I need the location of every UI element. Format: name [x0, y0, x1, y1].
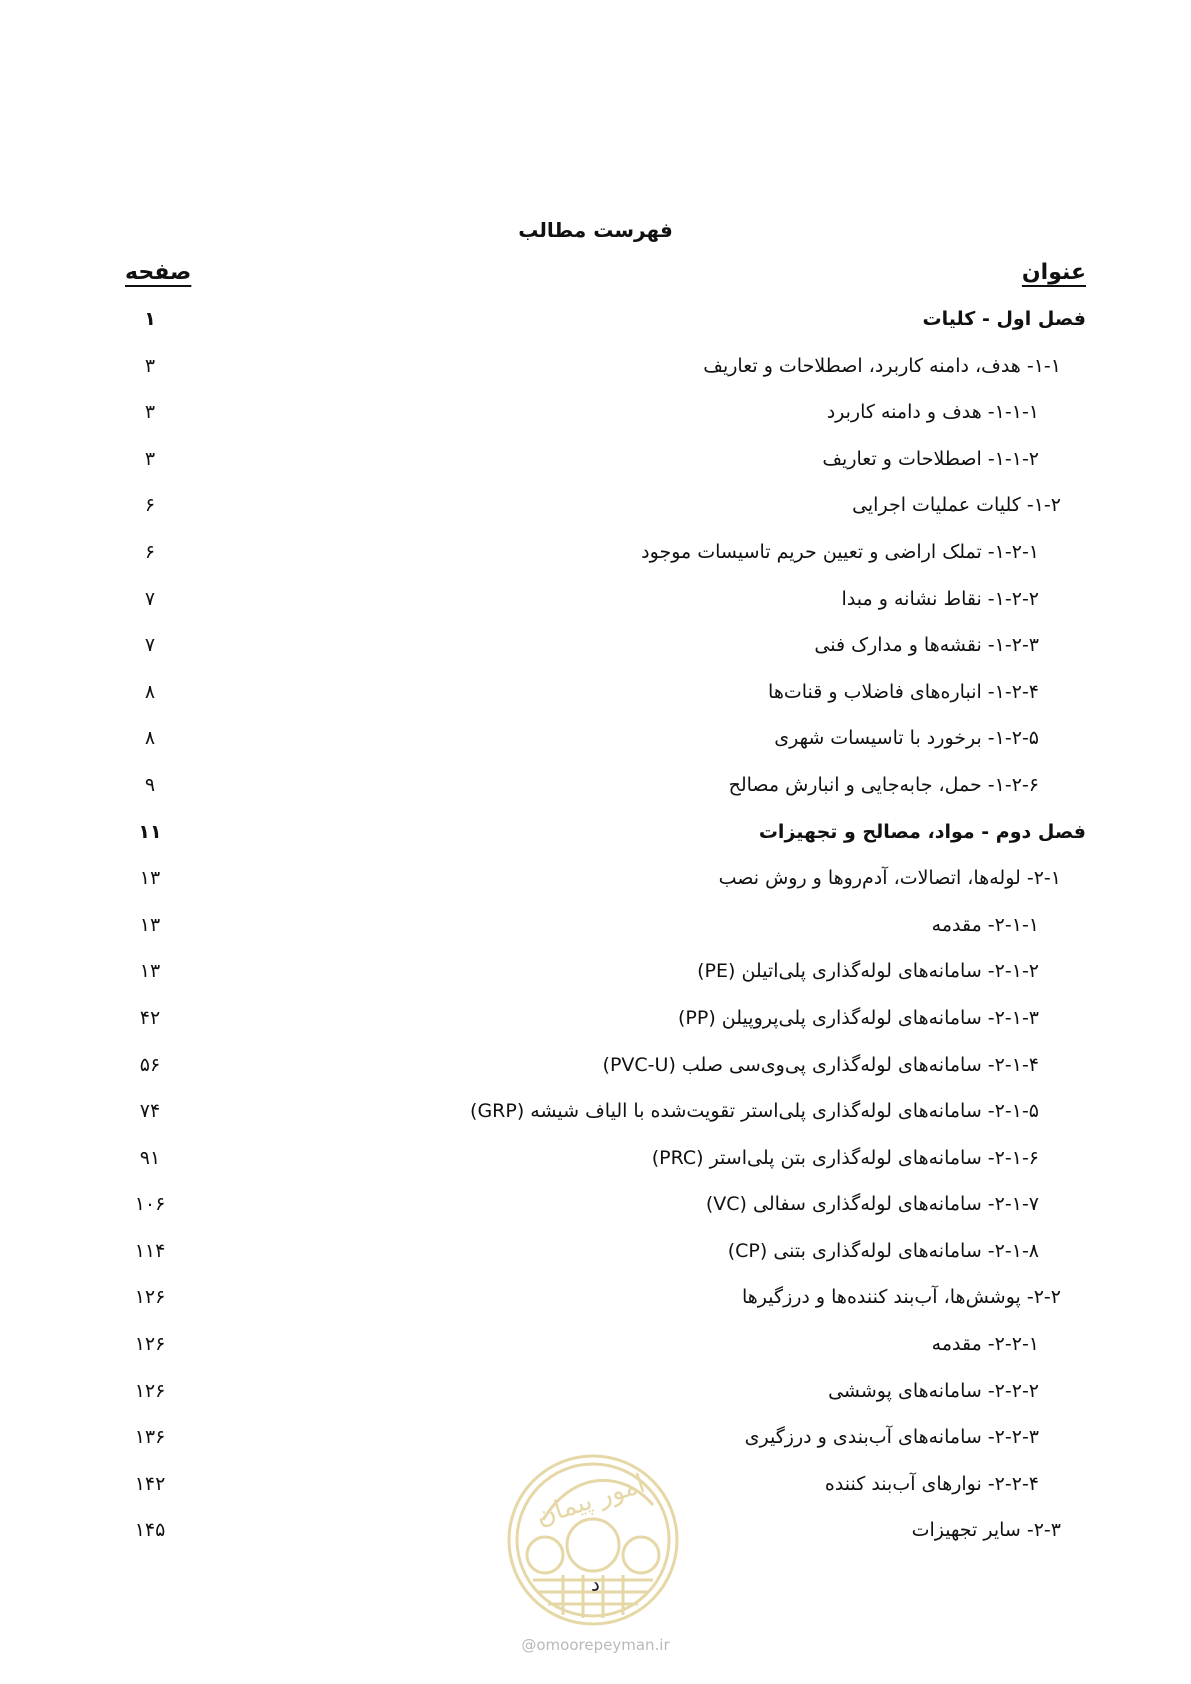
- toc-entry-page: ۱۲۶: [134, 1379, 166, 1402]
- toc-entry-page: ۱۳: [139, 913, 161, 936]
- toc-entry-page: ۵۶: [139, 1053, 161, 1076]
- toc-entry-page: ۹: [144, 773, 156, 796]
- watermark-seal-logo: [503, 1450, 683, 1630]
- toc-entry-title: فصل اول - کلیات: [922, 308, 1086, 330]
- toc-entry-title: ۲-۲-۲- سامانه‌های پوششی: [828, 1379, 1039, 1402]
- toc-entry: [0, 1144, 1191, 1191]
- toc-entry-title: ۲-۱-۲- سامانه‌های لوله‌گذاری پلی‌اتیلن (PE): [697, 960, 1039, 983]
- toc-entry-page: ۷: [144, 634, 156, 657]
- toc-entry: [0, 911, 1191, 958]
- toc-entry-page: ۷۴: [139, 1100, 161, 1123]
- toc-entry-page: ۱۲۶: [134, 1333, 166, 1356]
- toc-entry-page: ۳: [144, 401, 156, 424]
- toc-entry-page: ۶: [144, 540, 156, 563]
- toc-entry: [0, 352, 1191, 399]
- toc-entry-title: ۲-۳- سایر تجهیزات: [911, 1519, 1061, 1542]
- toc-entry: [0, 1051, 1191, 1098]
- toc-entry-title: ۲-۱-۳- سامانه‌های لوله‌گذاری پلی‌پروپیلن (PP): [678, 1006, 1039, 1029]
- toc-entry-page: ۱۰۶: [134, 1193, 166, 1216]
- column-header-page: صفحه: [125, 260, 192, 285]
- toc-entry-title: ۱-۲-۶- حمل، جابه‌جایی و انبارش مصالح: [728, 773, 1039, 796]
- toc-entry: [0, 1377, 1191, 1424]
- page-number-letter: د: [591, 1572, 600, 1596]
- toc-entry-page: ۱۴۲: [134, 1472, 166, 1495]
- toc-entry-title: ۲-۱-۵- سامانه‌های لوله‌گذاری پلی‌استر تقویت‌شده با الیاف شیشه (GRP): [470, 1100, 1039, 1123]
- toc-entry-title: ۱-۱- هدف، دامنه کاربرد، اصطلاحات و تعاریف: [703, 354, 1061, 377]
- toc-entry-title: ۲-۲-۴- نوارهای آب‌بند کننده: [824, 1472, 1039, 1495]
- toc-entry-page: ۱۳۶: [134, 1426, 166, 1449]
- toc-entry-title: فصل دوم - مواد، مصالح و تجهیزات: [758, 820, 1086, 843]
- toc-entry: [0, 1237, 1191, 1284]
- watermark-site-text: @omoorepeyman.ir: [521, 1636, 670, 1654]
- toc-entry: [0, 724, 1191, 771]
- toc-entry-title: ۱-۲-۵- برخورد با تاسیسات شهری: [774, 727, 1039, 750]
- toc-entry-page: ۱۲۶: [134, 1286, 166, 1309]
- toc-entry: [0, 398, 1191, 445]
- toc-entry-page: ۱: [144, 308, 156, 330]
- toc-entry-title: ۱-۲-۳- نقشه‌ها و مدارک فنی: [814, 634, 1039, 657]
- toc-entry-title: ۲-۱-۱- مقدمه: [931, 913, 1039, 936]
- toc-entry-page: ۳: [144, 354, 156, 377]
- toc-entry-page: ۸: [144, 727, 156, 750]
- toc-entry-title: ۱-۲-۲- نقاط نشانه و مبدا: [841, 587, 1039, 610]
- toc-entry-page: ۸: [144, 680, 156, 703]
- page-title: فهرست مطالب: [518, 218, 673, 242]
- toc-entry-title: ۱-۲-۱- تملک اراضی و تعیین حریم تاسیسات موجود: [641, 540, 1039, 563]
- toc-entry-title: ۲-۱-۶- سامانه‌های لوله‌گذاری بتن پلی‌استر (PRC): [651, 1146, 1039, 1169]
- toc-entry-page: ۱۱: [138, 820, 162, 843]
- toc-entry-page: ۶: [144, 494, 156, 517]
- toc-entry-page: ۷: [144, 587, 156, 610]
- toc-entry-page: ۱۴۵: [134, 1519, 166, 1542]
- toc-entry-title: ۱-۱-۱- هدف و دامنه کاربرد: [826, 401, 1039, 424]
- toc-entry-page: ۱۳: [139, 960, 161, 983]
- column-header-title: عنوان: [1021, 260, 1086, 285]
- toc-entry: [0, 1004, 1191, 1051]
- toc-entry-page: ۱۳: [139, 867, 161, 890]
- toc-entry-title: ۱-۲-۴- انباره‌های فاضلاب و قنات‌ها: [768, 680, 1039, 703]
- toc-entry: [0, 864, 1191, 911]
- toc-entry-title: ۲-۱- لوله‌ها، اتصالات، آدم‌روها و روش نصب: [718, 867, 1061, 890]
- toc-entry-title: ۲-۱-۴- سامانه‌های لوله‌گذاری پی‌وی‌سی صلب (PVC-U): [602, 1053, 1039, 1076]
- toc-entry: [0, 957, 1191, 1004]
- toc-entry: [0, 445, 1191, 492]
- toc-entry-page: ۴۲: [139, 1006, 161, 1029]
- toc-entry-page: ۳: [144, 447, 156, 470]
- svg-text:امور پیمان: امور پیمان: [532, 1468, 649, 1533]
- toc-entry-page: ۹۱: [139, 1146, 161, 1169]
- toc-entry: [0, 678, 1191, 725]
- toc-entry: [0, 631, 1191, 678]
- toc-entry-title: ۱-۱-۲- اصطلاحات و تعاریف: [822, 447, 1039, 470]
- toc-entry: [0, 818, 1191, 865]
- toc-entry: [0, 491, 1191, 538]
- toc-entry: [0, 585, 1191, 632]
- toc-entry: [0, 1097, 1191, 1144]
- toc-entry: [0, 1330, 1191, 1377]
- toc-entry: [0, 1283, 1191, 1330]
- toc-entry: [0, 305, 1191, 352]
- toc-entry-title: ۱-۲- کلیات عملیات اجرایی: [852, 494, 1061, 517]
- toc-entry-page: ۱۱۴: [134, 1239, 166, 1262]
- toc-entry: [0, 771, 1191, 818]
- toc-entry: [0, 538, 1191, 585]
- toc-entry-title: ۲-۲- پوشش‌ها، آب‌بند کننده‌ها و درزگیرها: [742, 1286, 1061, 1309]
- toc-entry: [0, 1190, 1191, 1237]
- toc-entry-title: ۲-۱-۷- سامانه‌های لوله‌گذاری سفالی (VC): [705, 1193, 1039, 1216]
- toc-entry-title: ۲-۲-۱- مقدمه: [931, 1333, 1039, 1356]
- toc-entry-title: ۲-۱-۸- سامانه‌های لوله‌گذاری بتنی (CP): [727, 1239, 1039, 1262]
- toc-entry-title: ۲-۲-۳- سامانه‌های آب‌بندی و درزگیری: [744, 1426, 1039, 1449]
- table-of-contents: [0, 305, 1191, 1563]
